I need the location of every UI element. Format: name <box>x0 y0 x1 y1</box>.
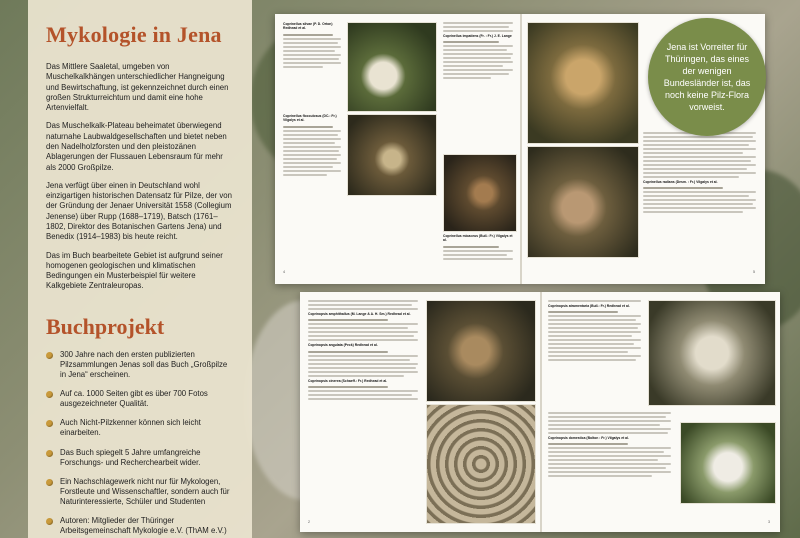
species-heading: Coprinopsis atramentaria (Bull.: Fr.) Redhead et al. <box>548 304 630 308</box>
bullet-item: Ein Nachschlagewerk nicht nur für Mykologen, Forstleute und Wissenschaftler, sondern auch für Naturinteressierte, Schüler und Studenten <box>46 477 234 507</box>
bullet-item: Auch Nicht-Pilzkenner können sich leicht einarbeiten. <box>46 418 234 438</box>
mushroom-photo <box>680 422 776 504</box>
panel-title: Mykologie in Jena <box>46 22 222 47</box>
species-heading: Coprinopsis angulata (Peck) Redhead et al. <box>308 343 378 348</box>
page-column <box>443 234 515 262</box>
page-column <box>548 300 643 363</box>
page-column <box>548 412 673 479</box>
paragraph-1: Das Mittlere Saaletal, umgeben von Muschelkalkhängen unterschiedlicher Hangneigung und Bewirtschaftung, ist gekennzeichnet durch einen großen Strukturreichtum und damit eine hohe Artenvielfalt. <box>46 62 229 113</box>
species-heading: Coprinellus radians (Desm. : Fr.) Vilgalys et al. <box>643 180 718 184</box>
page-number: 2 <box>308 520 310 524</box>
paragraph-4: Das im Buch bearbeitete Gebiet ist aufgrund seiner homogenen geologischen und klimatischen Bedingungen ein Musterbeispiel für weitere Kalkgebiete Zentraleuropas. <box>46 250 223 291</box>
mushroom-photo <box>648 300 776 406</box>
project-bullet-list <box>46 350 234 537</box>
info-badge <box>648 18 766 136</box>
mushroom-photo <box>527 146 639 258</box>
mushroom-photo <box>527 22 639 144</box>
page-column <box>283 114 343 178</box>
species-heading: Coprinellus micaceus (Bull.: Fr.) Vilgalys et al. <box>443 234 513 243</box>
mushroom-photo <box>347 22 437 112</box>
bullet-item: Das Buch spiegelt 5 Jahre umfangreiche Forschungs- und Recherchearbeit wider. <box>46 448 234 468</box>
mushroom-photo <box>426 404 536 524</box>
mushroom-photo <box>443 154 517 232</box>
species-heading: Coprinopsis domestica (Bolton : Fr.) Vilgalys et al. <box>548 436 629 440</box>
paragraph-2: Das Muschelkalk-Plateau beheimatet überwiegend naturnahe Laubwaldgesellschaften und bietet neben den Nadelholzforsten und den pleistozänen Ablagerungen der Flussauen Lebensraum für mehr als 2000 Großpilze. <box>46 121 227 172</box>
project-title: Buchprojekt <box>46 313 165 339</box>
book-spread-bottom <box>300 292 780 532</box>
page-column <box>643 132 758 215</box>
species-heading: Coprinellus silvae (P. D. Orton) Redhead et al. <box>283 22 333 31</box>
species-heading: Coprinellus flocculosus (DC.: Fr.) Vilgalys et al. <box>283 114 337 123</box>
badge-text: Jena ist Vorreiter für Thüringen, das eines der wenigen Bundesländer ist, das noch keine Pilz-Flora vorweist. <box>663 41 751 113</box>
info-panel <box>28 0 252 538</box>
bullet-item: 300 Jahre nach den ersten publizierten Pilzsammlungen Jenas soll das Buch „Großpilze in Jena“ erscheinen. <box>46 350 234 380</box>
species-heading: Coprinopsis amphithallus (M. Lange & A. H. Sm.) Redhead et al. <box>308 312 411 316</box>
bullet-item: Auf ca. 1000 Seiten gibt es über 700 Fotos ausgezeichneter Qualität. <box>46 389 234 409</box>
paragraph-3: Jena verfügt über einen in Deutschland wohl einzigartigen historischen Datensatz für Pilze, der von der Gründung der Jenaer Universität 1558 (Collegium Jenense) über Rupp (1688–1719), Batsch (1761–1802, Direktor des Botanischen Gartens Jena) und Benedix (1914–1983) bis heute reicht. <box>46 180 232 242</box>
page-number: 4 <box>283 270 285 274</box>
species-heading: Coprinellus impatiens (Fr. : Fr.) J. E. Lange <box>443 34 512 38</box>
page-number: 5 <box>753 270 755 274</box>
page-column <box>283 22 343 70</box>
species-heading: Coprinopsis cinerea (Schaeff.: Fr.) Redhead et al. <box>308 378 388 383</box>
page-number: 3 <box>768 520 770 524</box>
page-column <box>443 22 515 81</box>
mushroom-photo <box>426 300 536 402</box>
mushroom-photo <box>347 114 437 196</box>
page-column <box>308 300 420 402</box>
bullet-item: Autoren: Mitglieder der Thüringer Arbeitsgemeinschaft Mykologie e.V. (ThAM e.V.) <box>46 516 234 536</box>
